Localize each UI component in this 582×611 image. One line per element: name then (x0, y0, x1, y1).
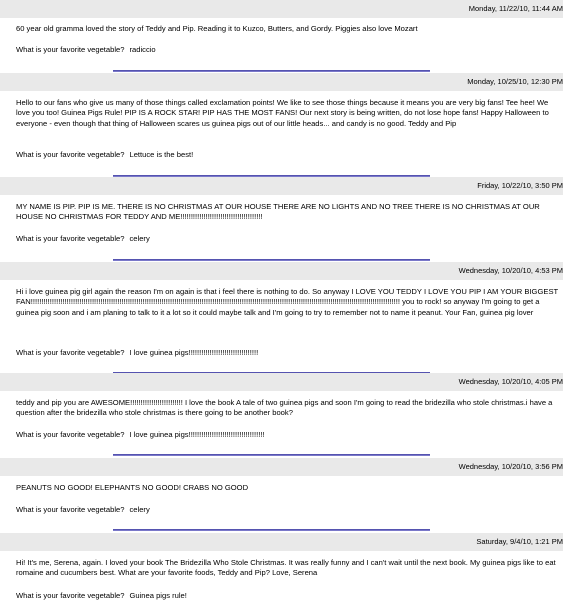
entry-question (16, 430, 564, 440)
entry-date: Wednesday, 10/20/10, 4:05 PM (0, 373, 563, 391)
entry-question (16, 45, 564, 55)
question-answer: I love guinea pigs!!!!!!!!!!!!!!!!!!!!!!!!!!!!!!!!! (129, 348, 259, 357)
question-label: What is your favorite vegetable? (16, 45, 125, 54)
question-answer: I love guinea pigs!!!!!!!!!!!!!!!!!!!!!!!!!!!!!!!!!!!! (129, 430, 265, 439)
entry-date: Monday, 10/25/10, 12:30 PM (0, 73, 563, 91)
question-label: What is your favorite vegetable? (16, 505, 125, 514)
entry-date: Wednesday, 10/20/10, 4:53 PM (0, 262, 563, 280)
entry-divider (113, 259, 430, 261)
entry-date: Saturday, 9/4/10, 1:21 PM (0, 533, 563, 551)
entry-divider (113, 70, 430, 72)
entry-message: teddy and pip you are AWESOME!!!!!!!!!!!!!!!!!!!!!!!!! I love the book A tale of two guinea pigs and soon I'm going to read the bridezilla who stole christmas.i have a question after the bridezilla who stole christmas is there going to be another book? (16, 398, 553, 418)
entry-message: Hi i love guinea pig girl again the reason I'm on again is that i feel there is nothing to do. So anyway I LOVE YOU TEDDY I LOVE YOU PIP I AM YOUR BIGGEST FAN!!!!!!!!!!!!!!!!!!!!!!!!!!!!!!!!!!!!!!!!!!!!!!!!!!!!!!!!!!!!!!!!!!!!!!!!!!!!!!!!!!!!!!!!!!!!!!!!!!!!!!!!!!!!!!!!!!!!!!!!!!!!!!!!!!!!!!!!!!!!!!!!!!!!!!!!!!!!!!!!!!!!!!!!!!!!!!! you to rock! so anyway I'm going to get a guinea pig soon and i am planing to talk to it a lot so it could maybe talk and I'm going to try to remember not to name it peanut. Your Fan, guinea pig lover (16, 287, 559, 317)
question-label: What is your favorite vegetable? (16, 591, 125, 600)
question-answer: celery (129, 505, 150, 514)
question-label: What is your favorite vegetable? (16, 348, 125, 357)
question-label: What is your favorite vegetable? (16, 234, 125, 243)
question-answer: Lettuce is the best! (129, 150, 194, 159)
entry-question (16, 150, 564, 160)
entry-message: Hello to our fans who give us many of those things called exclamation points! We like to see those things because it means you are very big fans! Tee hee! We love you too! Guinea Pigs Rule! PIP IS A ROCK STAR! PIP HAS THE MOST FANS! Our next story is being written, do not lose hope fans! Happy Halloween to everyone - even though that thing of Halloween scares us guinea pigs out of our little heads... and candy is no good. Teddy and Pip (16, 98, 549, 128)
question-answer: radiccio (129, 45, 156, 54)
entry-date: Wednesday, 10/20/10, 3:56 PM (0, 458, 563, 476)
entry-question (16, 348, 564, 358)
entry-message: 60 year old gramma loved the story of Teddy and Pip. Reading it to Kuzco, Butters, and Gordy. Piggies also love Mozart (16, 24, 418, 33)
entry-message: PEANUTS NO GOOD! ELEPHANTS NO GOOD! CRABS NO GOOD (16, 483, 249, 492)
entry-message: MY NAME IS PIP. PIP IS ME. THERE IS NO CHRISTMAS AT OUR HOUSE THERE ARE NO LIGHTS AND NO TREE THERE IS NO CHRISTMAS AT OUR HOUSE NO CHRISTMAS FOR TEDDY AND ME!!!!!!!!!!!!!!!!!!!!!!!!!!!!!!!!!!!!!!! (16, 202, 540, 222)
entry-question (16, 234, 564, 244)
entry-message: Hi! It's me, Serena, again. I loved your book The Bridezilla Who Stole Christmas. It was really funny and I can't wait until the next book. My guinea pigs like to eat romaine and cucumbers best. What are your favorite foods, Teddy and Pip? Love, Serena (16, 558, 556, 578)
question-answer: celery (129, 234, 150, 243)
entry-divider (113, 454, 430, 456)
entry-question (16, 505, 564, 515)
entry-question (16, 591, 564, 601)
entry-divider (113, 529, 430, 531)
question-label: What is your favorite vegetable? (16, 150, 125, 159)
question-label: What is your favorite vegetable? (16, 430, 125, 439)
question-answer: Guinea pigs rule! (129, 591, 187, 600)
entry-date: Monday, 11/22/10, 11:44 AM (0, 0, 563, 18)
entry-date: Friday, 10/22/10, 3:50 PM (0, 177, 563, 195)
